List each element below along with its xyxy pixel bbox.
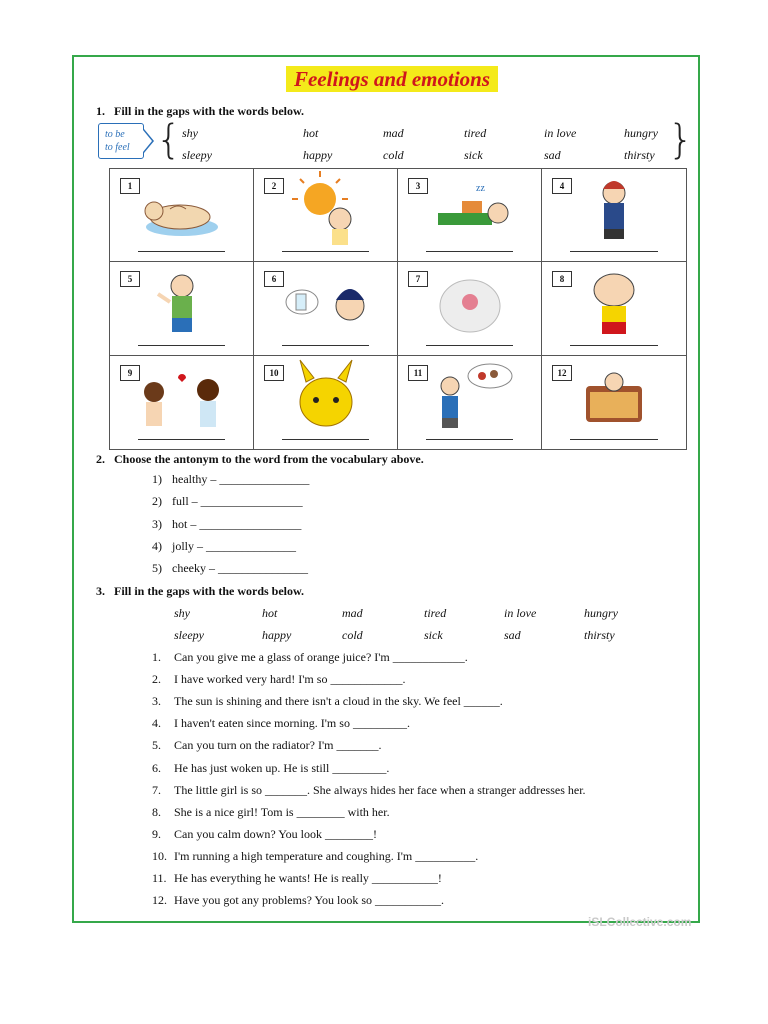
picture-number: 8 (552, 271, 572, 287)
happy-boy-icon (110, 262, 254, 342)
vocab-word: in love (544, 126, 577, 140)
worksheet-title: Feelings and emotions (286, 66, 498, 92)
sentence-text: The little girl is so _______. She always hides her face when a stranger addresses her. (174, 782, 586, 797)
picture-number: 12 (552, 365, 572, 381)
vocab-word: shy (174, 606, 190, 620)
sick-face-icon (398, 262, 542, 342)
antonym-number: 3) (152, 516, 162, 531)
sentence-number: 8. (152, 804, 161, 819)
sentence-number: 11. (152, 871, 167, 885)
picture-grid (109, 168, 687, 450)
sentence-text: The sun is shining and there isn't a cloud in the sky. We feel ______. (174, 694, 503, 709)
vocab-word: cold (342, 628, 363, 642)
sentence-item (152, 783, 586, 798)
picture-number: 4 (552, 178, 572, 194)
thirsty-boy-icon (254, 262, 398, 342)
vocab-word: sad (544, 148, 561, 162)
section2-heading (96, 452, 424, 467)
antonym-item (152, 539, 296, 554)
sentence-item (152, 761, 389, 776)
sentence-item (152, 805, 390, 820)
answer-blank-line (570, 345, 658, 346)
answer-blank-line (570, 439, 658, 440)
vocab-word: hungry (624, 126, 658, 140)
antonym-item (152, 517, 301, 532)
vocab-word: hungry (584, 606, 618, 620)
sentence-text: She is a nice girl! Tom is ________ with her. (174, 804, 390, 819)
picture-number: 9 (120, 365, 140, 381)
sentence-item (152, 849, 478, 864)
hot-sun-boy-icon (254, 169, 398, 249)
couple-in-love-icon (110, 356, 254, 436)
vocab-word: mad (342, 606, 363, 620)
vocab-word: shy (182, 126, 198, 140)
vocab-word: hot (303, 126, 319, 140)
picture-number: 2 (264, 178, 284, 194)
sentence-item (152, 738, 381, 753)
vocab-word: thirsty (624, 148, 655, 162)
sentence-text: He has everything he wants! He is really ___________! (174, 871, 442, 885)
vocab-word: tired (424, 606, 447, 620)
answer-blank-line (570, 251, 658, 252)
antonym-item (152, 494, 303, 509)
hungry-boy-icon (398, 356, 542, 436)
section3-heading-text: Fill in the gaps with the words below. (114, 584, 305, 598)
to-be-to-feel-box (98, 123, 144, 159)
answer-blank-line (426, 439, 513, 440)
sentence-text: Can you turn on the radiator? I'm _______. (174, 738, 382, 753)
sentence-item (152, 672, 405, 687)
picture-cell (542, 169, 686, 262)
sentence-number: 5. (152, 738, 161, 753)
sentence-number: 7. (152, 782, 161, 797)
svg-text:zz: zz (476, 183, 485, 194)
vocab-word: sick (424, 628, 443, 642)
antonym-text: hot – _________________ (172, 516, 302, 531)
answer-blank-line (282, 345, 369, 346)
picture-cell (542, 262, 686, 355)
section2-number: 2. (96, 452, 105, 466)
sentence-number: 10. (152, 848, 167, 863)
left-brace-icon: { (156, 117, 182, 163)
antonym-text: jolly – _______________ (172, 538, 297, 553)
vocab-word: thirsty (584, 628, 615, 642)
vocab-word: happy (303, 148, 333, 162)
answer-blank-line (282, 251, 369, 252)
right-brace-icon: } (668, 117, 694, 163)
sentence-number: 12. (152, 893, 167, 908)
vocab-word: sad (504, 628, 521, 642)
antonym-number: 2) (152, 494, 162, 509)
sleeping-boy-icon (398, 169, 542, 249)
picture-cell (110, 356, 254, 449)
sad-pikachu-icon (254, 356, 398, 436)
sentence-number: 6. (152, 760, 161, 775)
section3-heading (96, 584, 304, 599)
sentence-number: 4. (152, 716, 161, 731)
section2-heading-text: Choose the antonym to the word from the vocabulary above. (114, 452, 424, 466)
sentence-item (152, 871, 442, 886)
section1-number: 1. (96, 104, 105, 118)
answer-blank-line (426, 251, 513, 252)
picture-cell (542, 356, 686, 449)
sick-in-bed-icon (542, 356, 686, 436)
sentence-item (152, 716, 410, 731)
section1-heading-text: Fill in the gaps with the words below. (114, 104, 305, 118)
picture-number: 1 (120, 178, 140, 194)
to-feel-label: to feel (105, 142, 130, 153)
sentence-text: Can you calm down? You look ________! (174, 826, 377, 841)
answer-blank-line (138, 345, 225, 346)
vocab-word: sleepy (182, 148, 212, 162)
arrow-icon (144, 129, 154, 153)
picture-number: 3 (408, 178, 428, 194)
sentence-text: I haven't eaten since morning. I'm so _________. (174, 716, 410, 731)
picture-number: 11 (408, 365, 428, 381)
vocab-word: hot (262, 606, 278, 620)
picture-cell (110, 169, 254, 262)
cold-child-icon (542, 169, 686, 249)
watermark: iSLCollective.com (588, 915, 692, 929)
picture-number: 7 (408, 271, 428, 287)
sentence-text: I'm running a high temperature and coughing. I'm __________. (174, 848, 479, 863)
antonym-number: 5) (152, 561, 162, 576)
sentence-text: Can you give me a glass of orange juice? I'm ____________. (174, 650, 468, 664)
picture-cell (398, 262, 542, 355)
antonym-text: healthy – _______________ (172, 472, 310, 486)
antonym-item (152, 561, 308, 576)
mad-baby-icon (542, 262, 686, 342)
picture-cell (110, 262, 254, 355)
antonym-text: full – _________________ (172, 494, 303, 509)
vocab-word: happy (262, 628, 292, 642)
answer-blank-line (138, 251, 225, 252)
antonym-text: cheeky – _______________ (172, 561, 308, 576)
sentence-number: 1. (152, 650, 161, 664)
sentence-text: I have worked very hard! I'm so ____________. (174, 672, 406, 687)
picture-cell (398, 356, 542, 449)
picture-cell (254, 169, 398, 262)
answer-blank-line (426, 345, 513, 346)
antonym-number: 1) (152, 472, 162, 486)
picture-number: 10 (264, 365, 284, 381)
answer-blank-line (138, 439, 225, 440)
to-be-label: to be (105, 129, 125, 140)
antonym-number: 4) (152, 538, 162, 553)
sentence-number: 2. (152, 672, 161, 687)
section3-number: 3. (96, 584, 105, 598)
sentence-item (152, 893, 444, 908)
sentence-number: 3. (152, 694, 161, 709)
section1-heading (96, 104, 304, 119)
vocab-word: sleepy (174, 628, 204, 642)
picture-number: 5 (120, 271, 140, 287)
sleeping-cat-icon (110, 169, 254, 249)
sentence-number: 9. (152, 826, 161, 841)
sentence-item (152, 694, 503, 709)
picture-cell (398, 169, 542, 262)
picture-cell (254, 262, 398, 355)
vocab-word: cold (383, 148, 404, 162)
answer-blank-line (282, 439, 369, 440)
vocab-word: sick (464, 148, 483, 162)
antonym-item (152, 472, 309, 487)
vocab-word: in love (504, 606, 537, 620)
sentence-item (152, 650, 468, 665)
sentence-text: He has just woken up. He is still _________. (174, 760, 390, 775)
vocab-word: mad (383, 126, 404, 140)
sentence-item (152, 827, 377, 842)
picture-cell (254, 356, 398, 449)
sentence-text: Have you got any problems? You look so ___________. (174, 893, 444, 908)
picture-number: 6 (264, 271, 284, 287)
vocab-word: tired (464, 126, 487, 140)
